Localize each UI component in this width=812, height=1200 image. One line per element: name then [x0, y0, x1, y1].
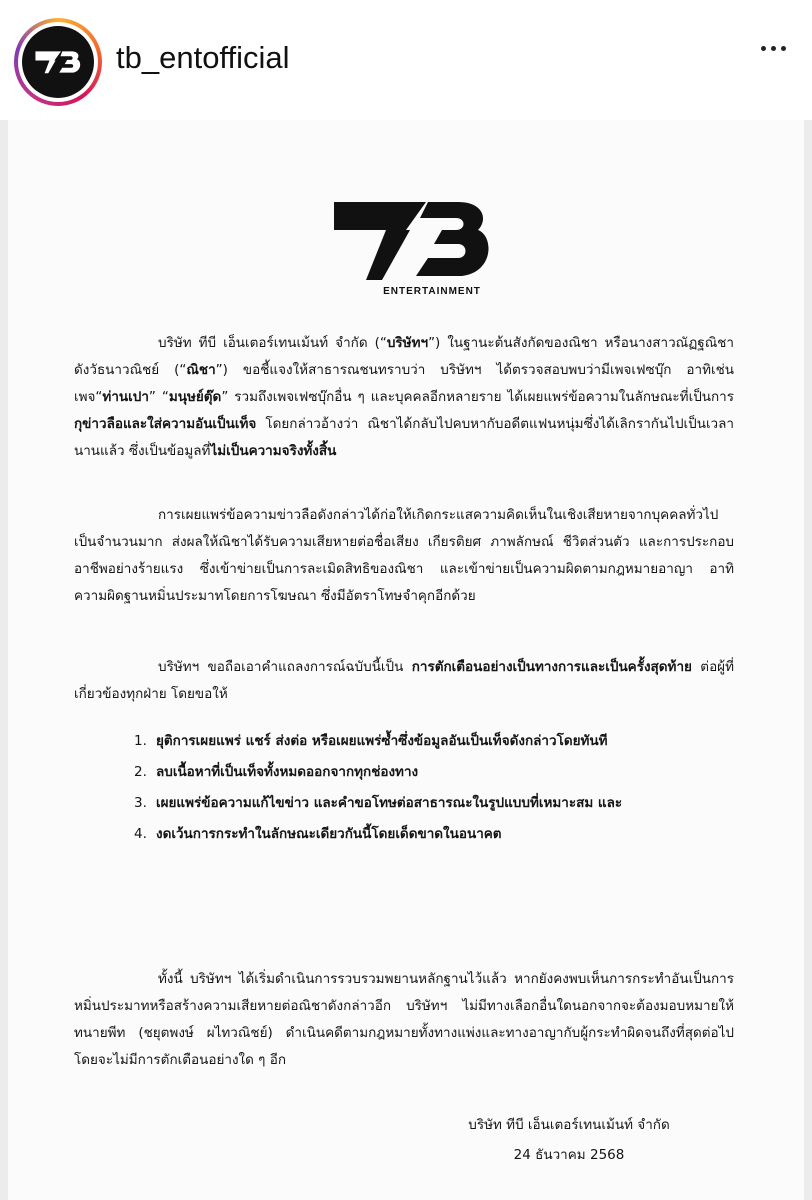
list-item: 1. ยุติการเผยแพร่ แชร์ ส่งต่อ หรือเผยแพร่ซ้ำซึ่งข้อมูลอันเป็นเท็จดังกล่าวโดยทันที [134, 733, 608, 749]
avatar[interactable] [22, 26, 94, 98]
more-options-icon[interactable] [761, 46, 786, 51]
profile-avatar-story-ring[interactable] [14, 18, 102, 106]
logo-subtitle: ENTERTAINMENT [383, 286, 481, 297]
paragraph-4: ทั้งนี้ บริษัทฯ ได้เริ่มดำเนินการรวบรวมพยานหลักฐานไว้แล้ว หากยังคงพบเห็นการกระทำอันเป็นการหมิ่นประมาทหรือสร้างความเสียหายต่อณิชาดังกล่าวอีก บริษัทฯ ไม่มีทางเลือกอื่นใดนอกจากจะต้องมอบหมายให้ทนายพีท (ชยุตพงษ์ ผไทวณิชย์) ดำเนินคดีตามกฎหมายทั้งทางแพ่งและทางอาญากับผู้กระทำผิดจนถึงที่สุดต่อไป โดยจะไม่มีการตักเตือนอย่างใด ๆ อีก [74, 971, 734, 1068]
post-header [0, 0, 812, 120]
tb-logo-icon [330, 194, 494, 286]
signature-block [456, 1110, 682, 1170]
tb-logo-icon [33, 42, 83, 82]
account-username[interactable]: tb_entofficial [116, 40, 290, 75]
signature-date: 24 ธันวาคม 2568 [513, 1147, 625, 1163]
signature-company: บริษัท ทีบี เอ็นเตอร์เทนเม้นท์ จำกัด [468, 1117, 670, 1133]
list-item: 2. ลบเนื้อหาที่เป็นเท็จทั้งหมดออกจากทุกช่องทาง [134, 764, 419, 780]
list-item: 3. เผยแพร่ข้อความแก้ไขข่าว และคำขอโทษต่อสาธารณะในรูปแบบที่เหมาะสม และ [134, 795, 623, 811]
paragraph-2: การเผยแพร่ข้อความข่าวลือดังกล่าวได้ก่อให้เกิดกระแสความคิดเห็นในเชิงเสียหายจากบุคคลทั่วไปเป็นจำนวนมาก ส่งผลให้ณิชาได้รับความเสียหายต่อชื่อเสียง เกียรติยศ ภาพลักษณ์ ชีวิตส่วนตัว และการประกอบอาชีพอย่างร้ายแรง ซึ่งเข้าข่ายเป็นการละเมิดสิทธิของณิชา และเข้าข่ายเป็นความผิดตามกฎหมายอาญา อาทิ ความผิดฐานหมิ่นประมาทโดยการโฆษณา ซึ่งมีอัตราโทษจำคุกอีกด้วย [74, 507, 734, 604]
demand-list [134, 726, 734, 850]
statement-document [8, 120, 804, 1200]
post-image [0, 120, 812, 1200]
list-item: 4. งดเว้นการกระทำในลักษณะเดียวกันนี้โดยเด็ดขาดในอนาคต [134, 826, 502, 842]
paragraph-3: บริษัทฯ ขอถือเอาคำแถลงการณ์ฉบับนี้เป็น การตักเตือนอย่างเป็นทางการและเป็นครั้งสุดท้าย ต่อผู้ที่เกี่ยวข้องทุกฝ่าย โดยขอให้ [74, 659, 734, 702]
paragraph-1: บริษัท ทีบี เอ็นเตอร์เทนเม้นท์ จำกัด (“บริษัทฯ”) ในฐานะต้นสังกัดของณิชา หรือนางสาวณัฏฐณิชา ดังวัธนาวณิชย์ (“ณิชา”) ขอชี้แจงให้สาธารณชนทราบว่า บริษัทฯ ได้ตรวจสอบพบว่ามีเพจเฟซบุ๊ก อาทิเช่น เพจ“ท่านเปา” “มนุษย์ตุ๊ด” รวมถึงเพจเฟซบุ๊กอื่น ๆ และบุคคลอีกหลายราย ได้เผยแพร่ข้อความในลักษณะที่เป็นการ กุข่าวลือและใส่ความอันเป็นเท็จ โดยกล่าวอ้างว่า ณิชาได้กลับไปคบหากับอดีตแฟนหนุ่มซึ่งได้เลิกรากันไปเป็นเวลานานแล้ว ซึ่งเป็นข้อมูลที่ไม่เป็นความจริงทั้งสิ้น [74, 335, 735, 459]
company-logo [330, 194, 494, 304]
